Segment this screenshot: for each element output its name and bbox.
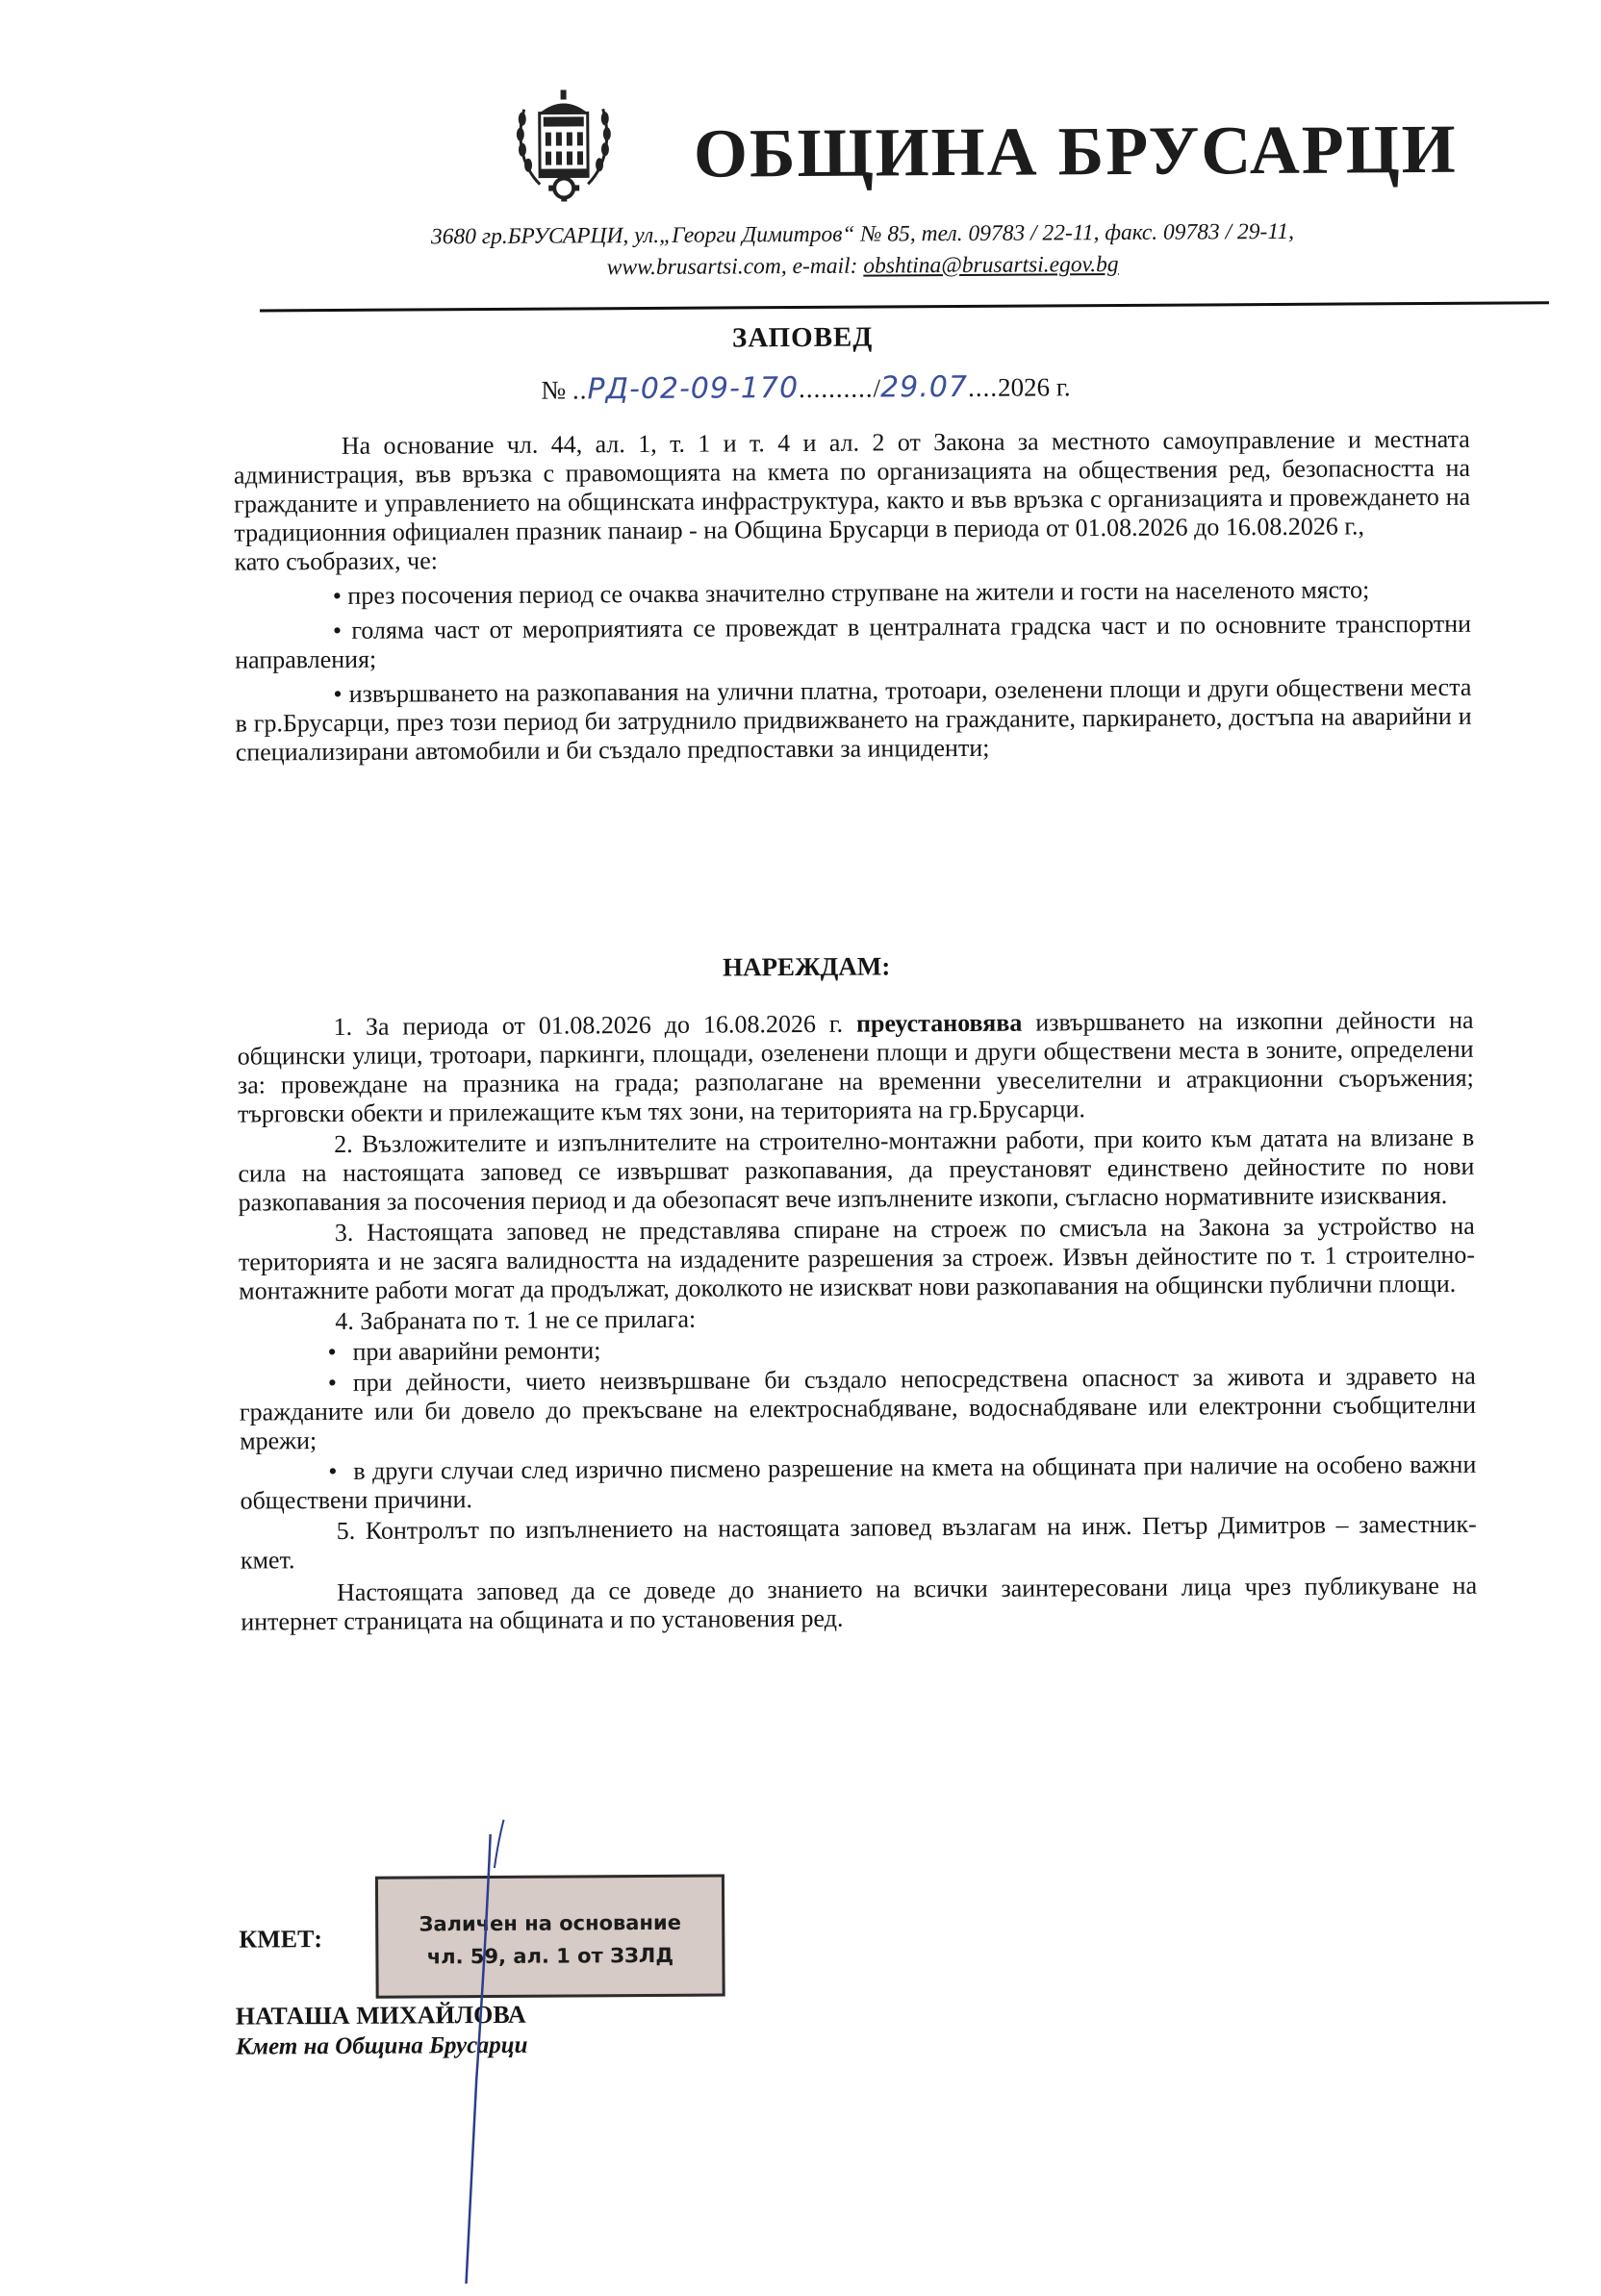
order-item-4: 4. Забраната по т. 1 не се прилага: — [335, 1304, 697, 1335]
order-date-handwritten: 29.07 — [880, 369, 969, 405]
order-year: 2026 г. — [997, 372, 1071, 402]
redaction-line: чл. 59, ал. 1 от ЗЗЛД — [426, 1943, 674, 1969]
number-dots: .......... — [799, 373, 874, 404]
mayor-label: КМЕТ: — [239, 1925, 323, 1954]
number-separator: / — [873, 373, 881, 403]
number-label: № — [541, 375, 573, 405]
number-dots: .. — [572, 375, 588, 405]
redaction-line: Заличен на основание — [419, 1910, 681, 1936]
email-link[interactable]: obshtina@brusartsi.egov.bg — [863, 251, 1119, 279]
preamble-bullet: • през посочения период се очаква значително струпване на жители и гости на населеното място; — [332, 575, 1370, 610]
order-item-1 — [237, 1006, 1474, 1129]
website-text: www.brusartsi.com, e-mail: — [606, 253, 864, 281]
order-exception-1 — [239, 1331, 1475, 1368]
bullet-icon: • — [328, 1456, 338, 1486]
web-contact-line — [319, 247, 1407, 286]
redaction-text — [378, 1906, 722, 1974]
order-items — [237, 1006, 1477, 1637]
header-divider — [260, 301, 1549, 312]
exception-text: при аварийни ремонти; — [352, 1336, 601, 1366]
signer-name: НАТАША МИХАЙЛОВА — [235, 2000, 526, 2031]
order-item-text: 1. За периода от 01.08.2026 до 16.08.2026 г. — [333, 1009, 857, 1041]
order-exception-3 — [240, 1451, 1476, 1516]
contact-block — [318, 215, 1406, 286]
order-item-2: 2. Възложителите и изпълнителите на строително-монтажни работи, при които към датата на влизане в сила на настоящата заповед се извършват разкопавания, да преустановят единствено дейностите по нови разкопавания за посочения период и да обезопасят вече изпълнените изкопи, съгласно нормативните изисквания. — [238, 1123, 1475, 1217]
preamble-considering: като съобразих, че: — [234, 546, 439, 576]
order-heading: НАРЕЖДАМ: — [722, 951, 891, 982]
preamble-bullet: • извършването на разкопавания на улични платна, тротоари, озеленени площи и други обществени места в гр.Брусарци, през този период би затруднило придвижването на гражданите, паркирането, достъпа на аварийни и специализирани автомобили и би създало предпоставки за инциденти; — [235, 672, 1472, 767]
exception-text: в други случаи след изрично писмено разрешение на кмета на общината при наличие на особено важни обществени причини. — [240, 1450, 1477, 1515]
order-number-handwritten: РД-02-09-170 — [587, 371, 800, 407]
municipal-coat-of-arms-icon — [511, 88, 618, 202]
preamble — [234, 425, 1472, 768]
closing-paragraph: Настоящата заповед да се доведе до знанието на всички заинтересовани лица чрез публикуване на интернет страницата на общината и по установения ред. — [241, 1571, 1478, 1636]
order-item-3: 3. Настоящата заповед не представлява спиране на строеж по смисъла на Закона за устройство на територията и не засяга валидността на издадените разрешения за строеж. Извън дейностите по т. 1 строително-монтажните работи могат да продължат, доколкото не изискват нови разкопавания на общински публични площи. — [238, 1211, 1476, 1305]
redaction-stamp — [375, 1875, 725, 1999]
organization-name: ОБЩИНА БРУСАРЦИ — [693, 110, 1458, 192]
document-title: ЗАПОВЕД — [731, 321, 874, 354]
number-dots: .... — [967, 372, 999, 402]
bullet-icon: • — [327, 1368, 337, 1398]
signer-title: Кмет на Община Брусарци — [235, 2031, 528, 2060]
preamble-bullet: • голяма част от мероприятията се провеждат в централната градска част и по основните транспортни направления; — [235, 609, 1472, 674]
bullet-icon: • — [327, 1337, 337, 1367]
order-exception-2 — [240, 1362, 1477, 1456]
postal-address: 3680 гр.БРУСАРЦИ, ул.„Георги Димитров“ № 85, тел. 09783 / 22-11, факс. 09783 / 29-11, — [430, 218, 1295, 250]
order-number-line — [541, 369, 1070, 406]
order-item-text: извършването на изкопни дейности на общински улици, тротоари, паркинги, площади, озеленени площи и други обществени места в зоните, определени за: провеждане на празника на града; разполагане на временни увеселителни и атракционни съоръжения; търговски обекти и прилежащите към тях зони, на територията на гр.Брусарци. — [237, 1005, 1474, 1128]
order-item-emphasis: преустановява — [855, 1008, 1023, 1038]
exception-text: при дейности, чието неизвършване би създало непосредствена опасност за живота и здравето на гражданите или би довело до прекъсване на електроснабдяване, водоснабдяване или електронни съобщителни мрежи; — [239, 1361, 1477, 1455]
preamble-paragraph: На основание чл. 44, ал. 1, т. 1 и т. 4 и ал. 2 от Закона за местното самоуправление и местната администрация, във връзка с правомощията на кмета по организацията на обществения ред, безопасността на гражданите и управлението на общинската инфраструктура, както и във връзка с организацията и провеждането на традиционния официален празник панаир - на Община Брусарци в периода от 01.08.2026 до 16.08.2026 г., — [233, 424, 1471, 547]
order-item-5: 5. Контролът по изпълнението на настоящата заповед възлагам на инж. Петър Димитров – заместник-кмет. — [240, 1509, 1477, 1575]
